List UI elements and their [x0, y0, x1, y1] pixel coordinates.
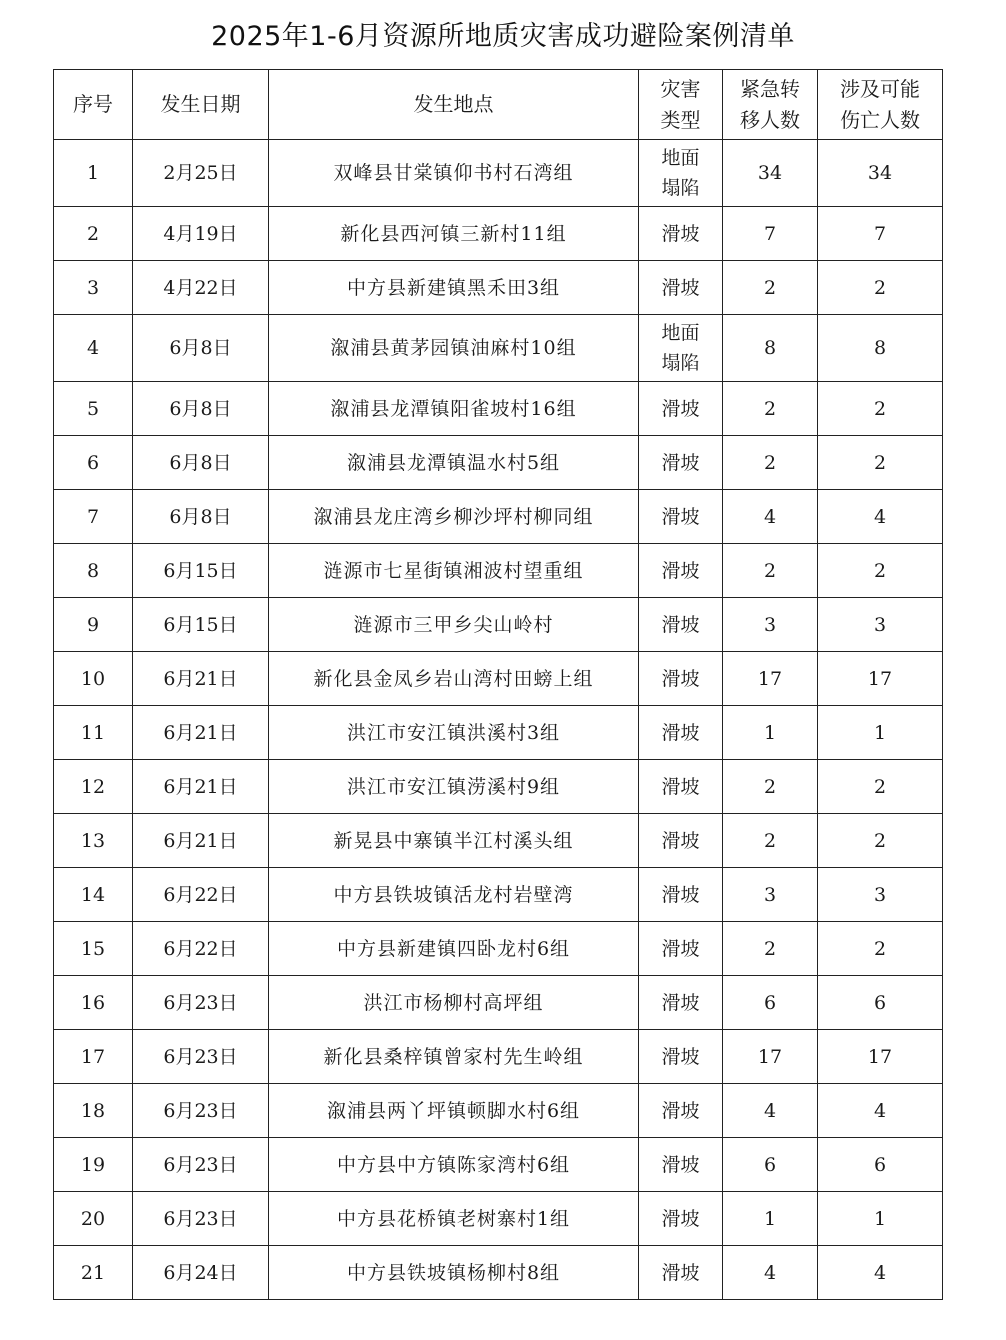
- cell-evacuated: 34: [723, 140, 818, 207]
- cell-index: 1: [54, 140, 133, 207]
- cell-type: 滑坡: [639, 814, 723, 868]
- cell-date: 6月8日: [133, 436, 269, 490]
- cell-evacuated: 4: [723, 1084, 818, 1138]
- cell-location: 中方县新建镇四卧龙村6组: [269, 922, 639, 976]
- cell-type: 滑坡: [639, 490, 723, 544]
- cell-type: 滑坡: [639, 598, 723, 652]
- cell-date: 6月15日: [133, 544, 269, 598]
- cell-location: 溆浦县龙潭镇温水村5组: [269, 436, 639, 490]
- cell-evacuated: 7: [723, 207, 818, 261]
- cell-location: 溆浦县龙庄湾乡柳沙坪村柳同组: [269, 490, 639, 544]
- cell-location: 新化县桑梓镇曾家村先生岭组: [269, 1030, 639, 1084]
- cell-location: 中方县中方镇陈家湾村6组: [269, 1138, 639, 1192]
- cell-index: 20: [54, 1192, 133, 1246]
- table-row: [54, 1084, 943, 1138]
- cell-threatened: 7: [818, 207, 943, 261]
- cell-index: 16: [54, 976, 133, 1030]
- header-type: [639, 70, 723, 140]
- cell-type: 滑坡: [639, 207, 723, 261]
- cell-evacuated: 6: [723, 1138, 818, 1192]
- cell-date: 6月8日: [133, 382, 269, 436]
- cell-threatened: 2: [818, 261, 943, 315]
- cell-date: 6月23日: [133, 1138, 269, 1192]
- cell-evacuated: 4: [723, 1246, 818, 1300]
- table-row: [54, 598, 943, 652]
- cell-type: 滑坡: [639, 1246, 723, 1300]
- cell-threatened: 4: [818, 1246, 943, 1300]
- cell-date: 6月8日: [133, 490, 269, 544]
- cell-date: 6月15日: [133, 598, 269, 652]
- cell-evacuated: 6: [723, 976, 818, 1030]
- cell-location: 洪江市杨柳村高坪组: [269, 976, 639, 1030]
- cell-evacuated: 2: [723, 436, 818, 490]
- cell-evacuated: 2: [723, 814, 818, 868]
- table-row: [54, 706, 943, 760]
- cell-type: 滑坡: [639, 976, 723, 1030]
- table-row: [54, 140, 943, 207]
- table-row: [54, 760, 943, 814]
- table-row: [54, 814, 943, 868]
- cell-location: 涟源市三甲乡尖山岭村: [269, 598, 639, 652]
- cell-evacuated: 17: [723, 652, 818, 706]
- cell-evacuated: 2: [723, 760, 818, 814]
- table-row: [54, 490, 943, 544]
- cell-date: 6月22日: [133, 868, 269, 922]
- cell-threatened: 3: [818, 598, 943, 652]
- cell-location: 中方县铁坡镇杨柳村8组: [269, 1246, 639, 1300]
- header-index: 序号: [54, 70, 133, 140]
- cell-threatened: 2: [818, 814, 943, 868]
- cell-threatened: 34: [818, 140, 943, 207]
- cell-date: 6月21日: [133, 760, 269, 814]
- table-row: [54, 868, 943, 922]
- cell-evacuated: 4: [723, 490, 818, 544]
- cell-location: 涟源市七星街镇湘波村望重组: [269, 544, 639, 598]
- cell-evacuated: 1: [723, 1192, 818, 1246]
- cell-threatened: 2: [818, 544, 943, 598]
- cell-location: 洪江市安江镇洪溪村3组: [269, 706, 639, 760]
- document-title: 2025年1-6月资源所地质灾害成功避险案例清单: [211, 21, 795, 52]
- cell-index: 8: [54, 544, 133, 598]
- cell-type-line1: 地面: [661, 147, 700, 169]
- table-row: [54, 976, 943, 1030]
- cell-date: 6月21日: [133, 706, 269, 760]
- cell-location: 溆浦县黄茅园镇油麻村10组: [269, 315, 639, 382]
- cell-type: 滑坡: [639, 1138, 723, 1192]
- cell-type: 滑坡: [639, 922, 723, 976]
- cell-date: 6月23日: [133, 976, 269, 1030]
- cell-type-line2: 塌陷: [661, 352, 700, 374]
- cell-threatened: 2: [818, 922, 943, 976]
- cell-type: 滑坡: [639, 706, 723, 760]
- table-row: [54, 544, 943, 598]
- header-threatened-line1: 涉及可能: [840, 76, 920, 101]
- cell-location: 新晃县中寨镇半江村溪头组: [269, 814, 639, 868]
- cell-index: 13: [54, 814, 133, 868]
- table-row: [54, 315, 943, 382]
- cell-date: 6月22日: [133, 922, 269, 976]
- cell-index: 19: [54, 1138, 133, 1192]
- table-row: [54, 261, 943, 315]
- cell-type-line2: 塌陷: [661, 177, 700, 199]
- cell-date: 6月8日: [133, 315, 269, 382]
- cell-evacuated: 2: [723, 261, 818, 315]
- header-type-line2: 类型: [660, 107, 701, 132]
- cell-threatened: 1: [818, 1192, 943, 1246]
- cell-evacuated: 1: [723, 706, 818, 760]
- cell-date: 6月23日: [133, 1192, 269, 1246]
- cell-evacuated: 3: [723, 598, 818, 652]
- cell-type: [639, 140, 723, 207]
- cell-type: 滑坡: [639, 382, 723, 436]
- header-location: 发生地点: [269, 70, 639, 140]
- cell-index: 5: [54, 382, 133, 436]
- cell-type: 滑坡: [639, 760, 723, 814]
- header-evacuated-line2: 移人数: [740, 107, 800, 132]
- cell-type: 滑坡: [639, 261, 723, 315]
- cell-date: 6月21日: [133, 814, 269, 868]
- cell-date: 4月22日: [133, 261, 269, 315]
- cell-index: 11: [54, 706, 133, 760]
- cell-threatened: 2: [818, 760, 943, 814]
- cell-date: 6月24日: [133, 1246, 269, 1300]
- cell-index: 17: [54, 1030, 133, 1084]
- table-row: [54, 922, 943, 976]
- cell-date: 6月23日: [133, 1030, 269, 1084]
- cell-index: 6: [54, 436, 133, 490]
- cell-threatened: 1: [818, 706, 943, 760]
- table-row: [54, 382, 943, 436]
- cell-evacuated: 2: [723, 922, 818, 976]
- table-header-row: [54, 70, 943, 140]
- cell-index: 15: [54, 922, 133, 976]
- cell-threatened: 17: [818, 1030, 943, 1084]
- cell-location: 双峰县甘棠镇仰书村石湾组: [269, 140, 639, 207]
- cell-index: 12: [54, 760, 133, 814]
- cell-type: [639, 315, 723, 382]
- cell-threatened: 4: [818, 1084, 943, 1138]
- header-threatened: [818, 70, 943, 140]
- cell-type: 滑坡: [639, 652, 723, 706]
- cell-threatened: 4: [818, 490, 943, 544]
- cell-index: 14: [54, 868, 133, 922]
- cell-location: 新化县金凤乡岩山湾村田螃上组: [269, 652, 639, 706]
- cell-date: 4月19日: [133, 207, 269, 261]
- table-row: [54, 1138, 943, 1192]
- cell-type: 滑坡: [639, 544, 723, 598]
- cell-evacuated: 3: [723, 868, 818, 922]
- cell-threatened: 6: [818, 1138, 943, 1192]
- header-type-line1: 灾害: [660, 76, 701, 101]
- cell-evacuated: 2: [723, 544, 818, 598]
- cell-index: 2: [54, 207, 133, 261]
- cell-threatened: 6: [818, 976, 943, 1030]
- cell-location: 中方县新建镇黑禾田3组: [269, 261, 639, 315]
- table-row: [54, 652, 943, 706]
- table-row: [54, 1030, 943, 1084]
- cell-location: 洪江市安江镇涝溪村9组: [269, 760, 639, 814]
- cell-threatened: 2: [818, 382, 943, 436]
- table-row: [54, 1246, 943, 1300]
- cell-threatened: 2: [818, 436, 943, 490]
- header-date: 发生日期: [133, 70, 269, 140]
- cell-location: 溆浦县两丫坪镇顿脚水村6组: [269, 1084, 639, 1138]
- cell-date: 2月25日: [133, 140, 269, 207]
- cell-date: 6月21日: [133, 652, 269, 706]
- cell-index: 18: [54, 1084, 133, 1138]
- cell-type: 滑坡: [639, 1084, 723, 1138]
- cell-index: 4: [54, 315, 133, 382]
- cell-date: 6月23日: [133, 1084, 269, 1138]
- table-row: [54, 1192, 943, 1246]
- disaster-cases-table: [53, 69, 943, 1300]
- cell-index: 21: [54, 1246, 133, 1300]
- cell-type: 滑坡: [639, 1192, 723, 1246]
- cell-index: 9: [54, 598, 133, 652]
- cell-type: 滑坡: [639, 868, 723, 922]
- cell-index: 3: [54, 261, 133, 315]
- cell-type: 滑坡: [639, 1030, 723, 1084]
- cell-type: 滑坡: [639, 436, 723, 490]
- cell-location: 新化县西河镇三新村11组: [269, 207, 639, 261]
- header-evacuated-line1: 紧急转: [740, 76, 800, 101]
- cell-index: 7: [54, 490, 133, 544]
- cell-evacuated: 17: [723, 1030, 818, 1084]
- cell-threatened: 8: [818, 315, 943, 382]
- table-body: [54, 140, 943, 1300]
- cell-location: 中方县花桥镇老树寨村1组: [269, 1192, 639, 1246]
- header-threatened-line2: 伤亡人数: [840, 107, 920, 132]
- cell-location: 中方县铁坡镇活龙村岩壁湾: [269, 868, 639, 922]
- cell-index: 10: [54, 652, 133, 706]
- header-evacuated: [723, 70, 818, 140]
- cell-threatened: 3: [818, 868, 943, 922]
- cell-evacuated: 2: [723, 382, 818, 436]
- cell-type-line1: 地面: [661, 322, 700, 344]
- cell-threatened: 17: [818, 652, 943, 706]
- table-row: [54, 207, 943, 261]
- cell-location: 溆浦县龙潭镇阳雀坡村16组: [269, 382, 639, 436]
- cell-evacuated: 8: [723, 315, 818, 382]
- table-row: [54, 436, 943, 490]
